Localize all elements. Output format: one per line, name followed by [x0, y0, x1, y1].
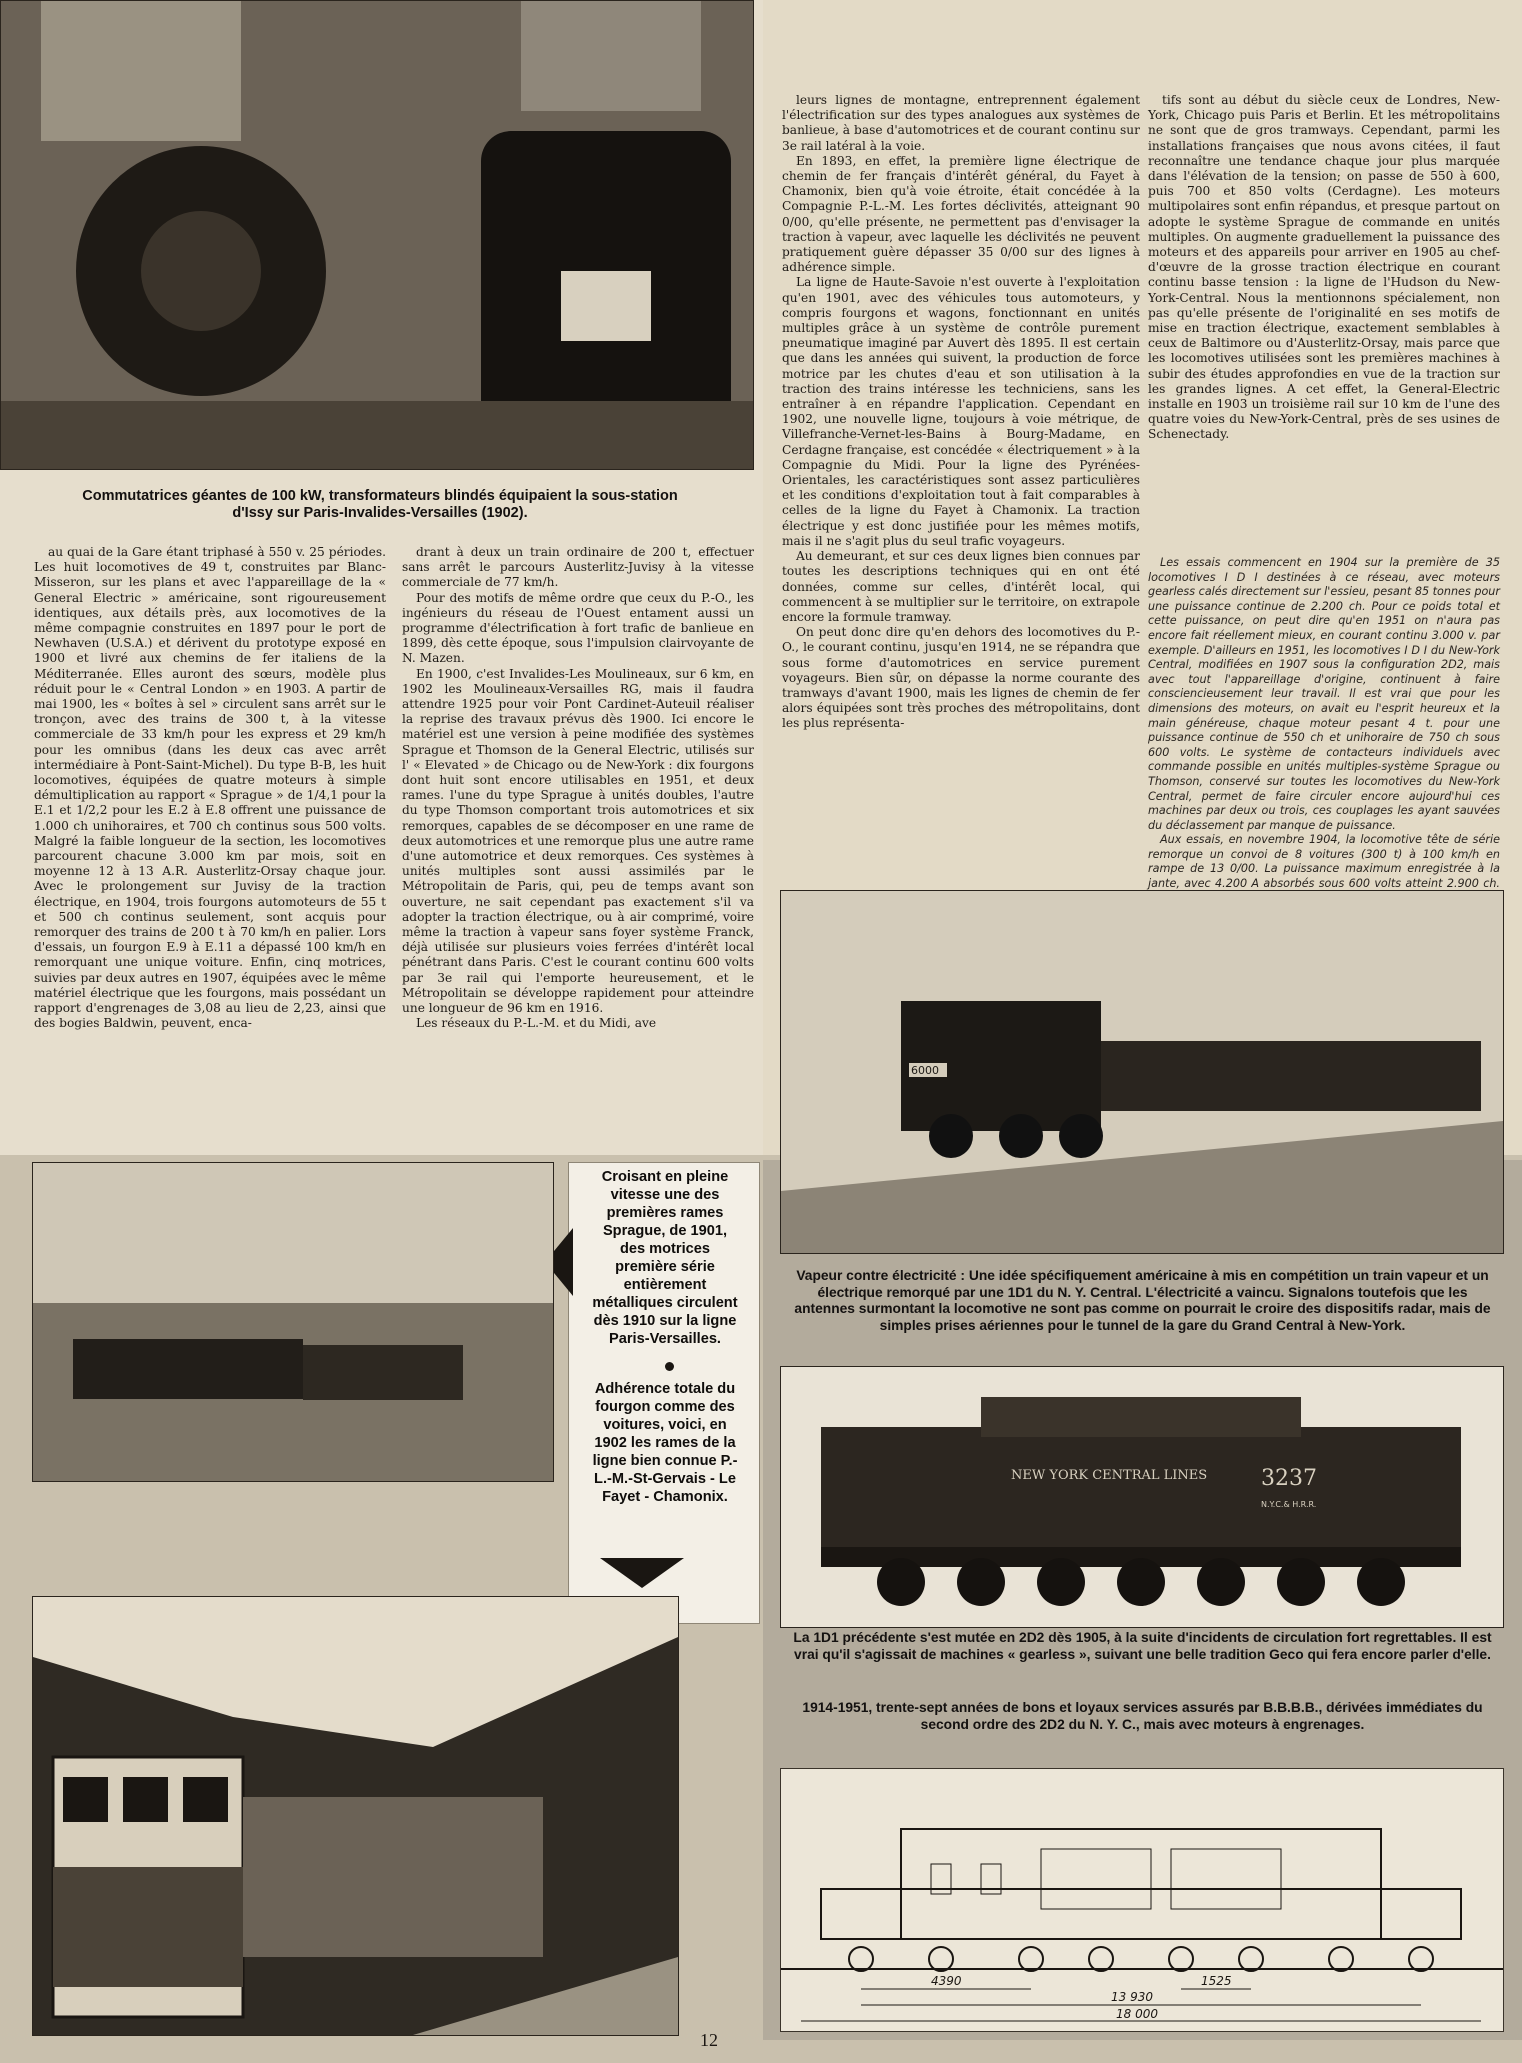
right-column-2 [1148, 93, 1500, 553]
paragraph: Les essais commencent en 1904 sur la première de 35 locomotives I D I destinées à ce réseau, avec moteurs gearless calés directement sur l'essieu, pesant 85 tonnes pour une puissance continue de 2.200 ch. Pour ce poids total et cette puissance, on peut dire qu'en 1951 on n'aura pas encore fait réellement mieux, en courant continu 3.000 v. par exemple. D'ailleurs en 1951, les locomotives I D I du New-York Central, modifiées en 1907 sous la configuration 2D2, mais avec tout l'appareillage d'origine, continuent à faire consciencieusement leur travail. Il est vrai que pour les dimensions des moteurs, on avait eu l'esprit heureux et la main généreuse, chaque moteur pesant 4 t. pour une puissance continue de 550 ch et unihoraire de 750 ch sous 600 volts. Le système de contacteurs individuels avec commande possible en unités multiples-système Sprague ou Thomson, conservé sur toutes les locomotives du New-York Central, permet de faire circuler encore aujourd'hui ces machines par deux ou trois, ces couplages les ayant sauvées du déclassement par manque de puissance. [1148, 556, 1500, 832]
ny-central-loco-photo [780, 1366, 1504, 1628]
left-column-1 [34, 545, 386, 1150]
substation-photo [0, 0, 754, 470]
paragraph: Les réseaux du P.-L.-M. et du Midi, ave [416, 1016, 657, 1031]
paragraph: au quai de la Gare étant triphasé à 550 v. 25 périodes. Les huit locomotives de 49 t, construites par Blanc-Misseron, sur les plans et avec l'appareillage de la « General Electric » américaine, sont rigoureusement identiques, aux détails près, aux locomotives de la même compagnie construites en 1897 pour le port de Newhaven (U.S.A.) et dérivent du prototype exposé en 1900 et livré aux chemins de fer italiens de la Méditerranée. Elles auront des sœurs, modèle plus réduit pour le « Central London » en 1903. A partir de mai 1900, les « boîtes à sel » circulent sans arrêt sur le tronçon, avec des trains de 300 t, à la vitesse commerciale de 33 km/h pour les express et 29 km/h pour les omnibus (dans les deux cas avec arrêt intermédiaire à Pont-Saint-Michel). Du type B-B, les huit locomotives, équipées de quatre moteurs à simple démultiplication au rapport « Sprague » de 1/4,1 pour la E.1 et 1/2,2 pour les E.2 à E.8 offrent une puissance de 1.000 ch unihoraires, et 700 ch continus sous 500 volts. Malgré la faible longueur de la section, les locomotives parcourent chacune 3.000 km par mois, soit en moyenne 12 à 13 A.R. Austerlitz-Orsay chaque jour. Avec le prolongement sur Juvisy de la traction électrique, en 1904, trois fourgons automoteurs de 55 t et 500 ch continus seulement, sont acquis pour remorquer des trains de 200 t à 70 km/h en palier. Lors d'essais, un fourgon E.9 à E.11 a dépassé 100 km/h en remorquant une unique voiture. Enfin, cinq motrices, suivies par deux autres en 1907, équipées avec le même matériel électrique que les fourgons, mais possédant un rapport d'engrenages de 3,08 au lieu de 2,23, ainsi que des bogies Baldwin, peuvent, enca- [34, 545, 386, 1031]
page-number: 12 [700, 2030, 718, 2050]
loco-number: 3237 [1261, 1466, 1317, 1491]
bbbb-technical-drawing [780, 1768, 1504, 2032]
ny-central-illustration [781, 1367, 1503, 1627]
sprague-caption: Croisant en pleine vitesse une des premières rames Sprague, de 1901, des motrices première série entièrement métalliques circulent dès 1910 sur la ligne Paris-Versailles. [592, 1169, 738, 1347]
paragraph: Aux essais, en novembre 1904, la locomotive tête de série remorque un convoi de 8 voitures (300 t) à 100 km/h en rampe de 13 0/00. La puissance maximum enregistrée à la jante, avec 4.200 A absorbés sous 600 volts atteint 2.900 ch. [1148, 833, 1500, 891]
paragraph: En 1893, en effet, la première ligne électrique de chemin de fer français d'intérêt général, du Fayet à Chamonix, bien qu'à voie étroite, était concédée à la Compagnie P.-L.-M. Les fortes déclivités, atteignant 90 0/00, qu'elle présente, ne permettent pas d'envisager la traction à vapeur, avec laquelle les déclivités ne peuvent pratiquement guère dépasser 35 0/00 sur des lignes à adhérence simple. [782, 153, 1140, 275]
paragraph: Pour des motifs de même ordre que ceux du P.-O., les ingénieurs du réseau de l'Ouest entament aussi un programme d'électrification à fort trafic de banlieue en 1899, dès cette époque, sous l'impulsion clairvoyante de N. Mazen. [402, 590, 754, 666]
left-column-2 [402, 545, 754, 1150]
paragraph: Au demeurant, et sur ces deux lignes bien connues par toutes les descriptions techniques qui en ont été données, comme sur celles, d'intérêt local, qui commencent à se multiplier sur le territoire, on extrapole encore la formule tramway. [782, 549, 1140, 624]
fayet-caption: Adhérence totale du fourgon comme des voitures, voici, en 1902 les rames de la ligne bien connue P.-L.-M.-St-Gervais - Le Fayet - Chamonix. [592, 1381, 738, 1505]
locomotive-illustration [781, 891, 1503, 1253]
sprague-train-illustration [33, 1163, 553, 1481]
steam-electric-caption: Vapeur contre électricité : Une idée spécifiquement américaine à mis en compétition un train vapeur et un électrique remorqué par une 1D1 du N. Y. Central. L'électricité a vaincu. Signalons toutefois que les antennes surmontant la locomotive ne sont pas comme on pourrait le croire des dispositifs radar, mais de simples prises aériennes pour le tunnel de la gare du Grand Central à New-York. [794, 1268, 1491, 1333]
bbbb-caption: 1914-1951, trente-sept années de bons et loyaux services assurés par B.B.B.B., dérivées immédiates du second ordre des 2D2 du N. Y. C., mais avec moteurs à engrenages. [802, 1700, 1483, 1732]
nyc-lines-text: NEW YORK CENTRAL LINES [1011, 1468, 1208, 1483]
1d1-caption: La 1D1 précédente s'est mutée en 2D2 dès 1905, à la suite d'incidents de circulation fort regrettables. Il est vrai qu'il s'agissait de machines « gearless », suivant une belle tradition Geco qui fera encore parler d'elle. [793, 1630, 1492, 1662]
right-column-1 [782, 93, 1140, 865]
paragraph: En 1900, c'est Invalides-Les Moulineaux, sur 6 km, en 1902 les Moulineaux-Versailles RG, mais il faudra attendre 1925 pour voir Pont Cardinet-Auteuil réaliser la reprise des travaux prévus dès 1900. Ici encore le matériel est une version à peine modifiée des systèmes Sprague et Thomson de la General Electric, utilisés sur l' « Elevated » de Chicago ou de New-York : dix fourgons dont huit sont encore utilisables en 1951, et deux rames. l'une du type Sprague à unités doubles, l'autre du type Thomson comportant trois automotrices et six remorques, capables de se décomposer en une rame de deux automotrices et une remorque plus une autre rame d'une automotrice et deux remorques. Ces systèmes à unités multiples sont aussi assimilés par le Métropolitain de Paris, qui, peu de temps avant son ouverture, ne sait cependant pas exactement s'il va adopter la traction électrique, ou à air comprimé, voire même la traction à vapeur sans foyer système Franck, déjà utilisée sur plusieurs voies ferrées d'intérêt local pénétrant dans Paris. C'est le courant continu 600 volts par 3e rail qui l'emporte heureusement, et le Métropolitain se développe rapidement pour atteindre une longueur de 96 km en 1916. [402, 666, 754, 1016]
dimension-label: 13 930 [1111, 1990, 1153, 2004]
bullet-dot-icon [665, 1362, 674, 1371]
paragraph: drant à deux un train ordinaire de 200 t, effectuer sans arrêt le parcours Austerlitz-Juvisy à la vitesse commerciale de 77 km/h. [402, 545, 754, 590]
substation-illustration [1, 1, 753, 469]
fayet-chamonix-photo [32, 1596, 679, 2036]
paragraph: La ligne de Haute-Savoie n'est ouverte à l'exploitation qu'en 1901, avec des véhicules tous automoteurs, y compris fourgons et wagons, fonctionnant en unités multiples grâce à un système de contrôle purement pneumatique imaginé par Auvert dès 1895. Il est certain que dans les années qui suivent, la production de force motrice par les chutes d'eau et son utilisation à la traction des trains intéresse les techniciens, sans les entraîner à en répandre l'application. Cependant en 1902, une nouvelle ligne, toujours à voie métrique, de Villefranche-Vernet-les-Bains à Bourg-Madame, en Cerdagne française, est concédée « électriquement » à la Compagnie du Midi. Pour la ligne des Pyrénées-Orientales, les caractéristiques sont assez particulières et les conditions d'exploitation tout à fait comparables à celles de la ligne du Fayet à Chamonix. La traction électrique y est donc justifiée pour les mêmes motifs, mais il ne s'agit plus du seul trafic voyageurs. [782, 275, 1140, 548]
paragraph: On peut donc dire qu'en dehors des locomotives du P.-O., le courant continu, jusqu'en 1914, ne se répandra que sous forme d'automotrices en service purement voyageurs. Bien sûr, on dépasse la norme courante des tramways d'avant 1900, mais les lignes de chemin de fer alors équipées sont très proches des métropolitains, dont les plus représenta- [782, 625, 1140, 731]
front-number: 6000 [911, 1064, 939, 1077]
technical-drawing-svg [781, 1769, 1503, 2031]
paragraph: tifs sont au début du siècle ceux de Londres, New-York, Chicago puis Paris et Berlin. Et les métropolitains ne sont que de gros tramways. Cependant, parmi les installations françaises que nous avons citées, il faut reconnaître une tendance chaque jour plus marquée dans l'élévation de la tension; on passe de 550 à 600, puis 700 et 850 volts (Cerdagne). Les moteurs multipolaires sont enfin répandus, et presque partout on adopte le système Sprague de commande en unités multiples. On augmente graduellement la puissance des moteurs et des appareils pour arriver en 1905 au chef-d'œuvre de la grosse traction électrique en courant continu basse tension : la ligne de l'Hudson du New-York-Central. Nous la mentionnons spécialement, non pas qu'elle présente de l'originalité en ses motifs de mise en traction électrique, exactement semblables à ceux de Baltimore ou d'Austerlitz-Orsay, mais parce que les locomotives utilisées sont les premières machines à subir des études approfondies en vue de la traction sur les grandes lignes. A cet effet, la General-Electric installe en 1903 un troisième rail sur 10 km de l'une des quatre voies du New-York-Central, près de ses usines de Schenectady. [1148, 93, 1500, 442]
loco-small-marking: N.Y.C.& H.R.R. [1261, 1500, 1317, 1509]
steam-vs-electric-photo [780, 890, 1504, 1254]
dimension-label: 18 000 [1116, 2007, 1158, 2021]
sprague-train-photo [32, 1162, 554, 1482]
italic-column [1148, 556, 1500, 891]
dimension-label: 1525 [1201, 1974, 1232, 1988]
paragraph: leurs lignes de montagne, entreprennent également l'électrification sur des types analogues aux systèmes de banlieue, à base d'automotrices et de courant continu sur 3e rail latéral à la voie. [782, 93, 1140, 153]
substation-caption: Commutatrices géantes de 100 kW, transformateurs blindés équipaient la sous-station d'Issy sur Paris-Invalides-Versailles (1902). [82, 488, 678, 521]
fayet-chamonix-illustration [33, 1597, 678, 2035]
dimension-label: 4390 [931, 1974, 962, 1988]
arrow-down-icon [600, 1558, 684, 1588]
